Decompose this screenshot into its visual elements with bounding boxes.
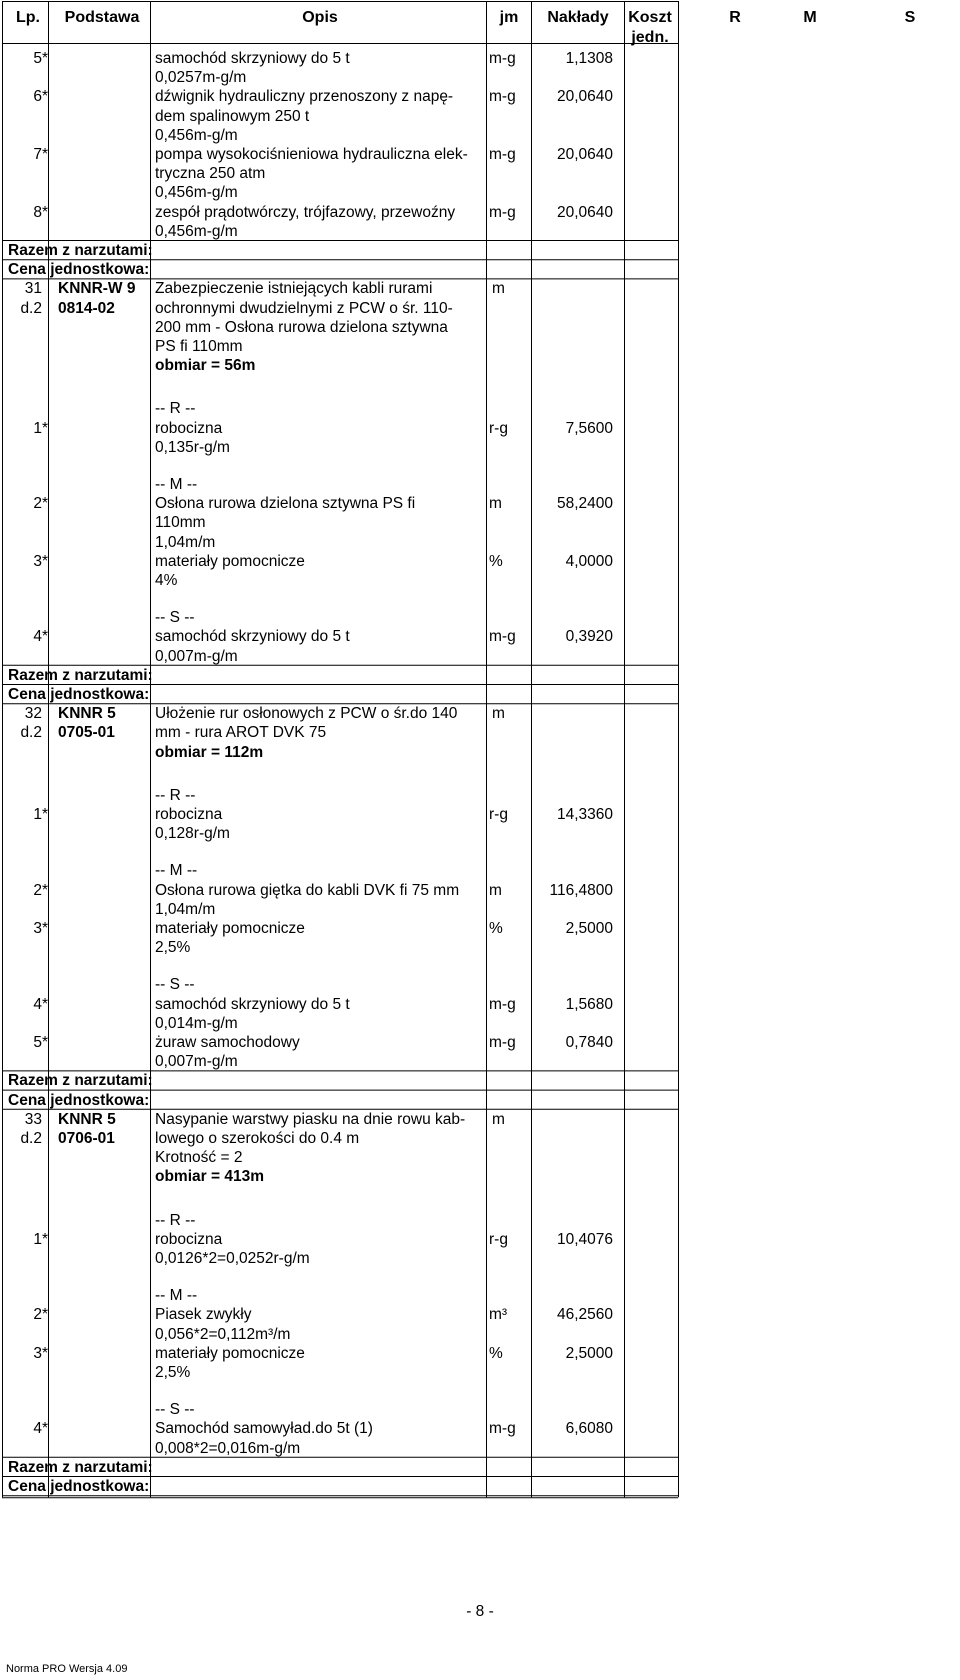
resource-lp: 3* bbox=[33, 552, 48, 570]
resource-description: Piasek zwykły bbox=[155, 1306, 252, 1324]
resource-quantity: 0,3920 bbox=[565, 628, 613, 646]
resource-description: robocizna bbox=[155, 419, 223, 437]
header-podstawa: Podstawa bbox=[64, 9, 140, 26]
resource-description: 0,128r-g/m bbox=[155, 825, 230, 843]
footer-version: Norma PRO Wersja 4.09 bbox=[6, 1663, 128, 1675]
resource-description: robocizna bbox=[155, 806, 223, 823]
resource-description: Osłona rurowa dzielona sztywna PS fi bbox=[155, 495, 416, 513]
resource-description: pompa wysokociśnieniowa hydrauliczna elek- bbox=[155, 146, 468, 163]
header-jm: jm bbox=[499, 9, 519, 26]
resource-description: robocizna bbox=[155, 1230, 223, 1248]
summary-cena: Cena jednostkowa: bbox=[8, 1478, 150, 1495]
header-opis: Opis bbox=[302, 9, 338, 26]
resource-quantity: 1,5680 bbox=[565, 995, 613, 1013]
resource-description: samochód skrzyniowy do 5 t bbox=[155, 628, 350, 646]
resource-unit: r-g bbox=[489, 1230, 508, 1248]
section-label: -- R -- bbox=[155, 400, 196, 418]
resource-description: 0,007m-g/m bbox=[155, 1053, 238, 1071]
resource-quantity: 20,0640 bbox=[556, 88, 613, 106]
resource-unit: m-g bbox=[489, 203, 516, 221]
resource-description: samochód skrzyniowy do 5 t bbox=[155, 995, 350, 1013]
resource-unit: m bbox=[489, 495, 502, 513]
position-unit: m bbox=[492, 705, 505, 723]
resource-unit: % bbox=[489, 920, 503, 937]
position-description: mm - rura AROT DVK 75 bbox=[155, 724, 327, 742]
position-unit: m bbox=[492, 280, 505, 298]
resource-lp: 4* bbox=[33, 1420, 48, 1438]
resource-description: 0,456m-g/m bbox=[155, 222, 238, 240]
position-number: 31 bbox=[24, 280, 42, 298]
resource-quantity: 2,5000 bbox=[565, 920, 613, 937]
position-base: 0814-02 bbox=[58, 299, 115, 317]
page-number: - 8 - bbox=[466, 1603, 494, 1620]
summary-razem: Razem z narzutami: bbox=[8, 1072, 153, 1090]
summary-razem: Razem z narzutami: bbox=[8, 666, 153, 684]
position-base: KNNR-W 9 bbox=[58, 280, 136, 298]
resource-lp: 8* bbox=[33, 203, 48, 221]
resource-quantity: 10,4076 bbox=[556, 1230, 613, 1248]
resource-description: 0,056*2=0,112m³/m bbox=[155, 1325, 291, 1343]
resource-unit: % bbox=[489, 1344, 503, 1362]
resource-quantity: 4,0000 bbox=[565, 552, 613, 570]
resource-description: materiały pomocnicze bbox=[155, 1344, 305, 1362]
resource-unit: m-g bbox=[489, 995, 516, 1013]
resource-description: dźwignik hydrauliczny przenoszony z napę- bbox=[155, 88, 454, 106]
resource-lp: 2* bbox=[33, 881, 48, 899]
position-d: d.2 bbox=[20, 1130, 42, 1147]
summary-cena: Cena jednostkowa: bbox=[8, 261, 150, 279]
resource-unit: m-g bbox=[489, 1420, 516, 1438]
position-d: d.2 bbox=[20, 299, 42, 317]
resource-description: 0,008*2=0,016m-g/m bbox=[155, 1439, 301, 1457]
resource-description: 1,04m/m bbox=[155, 533, 216, 551]
resource-description: 2,5% bbox=[155, 939, 191, 957]
resource-unit: m³ bbox=[489, 1306, 508, 1324]
position-description: Ułożenie rur osłonowych z PCW o śr.do 140 bbox=[155, 705, 458, 723]
resource-description: zespół prądotwórczy, trójfazowy, przewoźny bbox=[155, 203, 456, 221]
section-label: -- S -- bbox=[155, 1401, 195, 1419]
header-m: M bbox=[803, 9, 817, 26]
resource-lp: 3* bbox=[33, 920, 48, 937]
position-obmiar: obmiar = 112m bbox=[155, 743, 264, 761]
resource-lp: 6* bbox=[33, 88, 48, 106]
resource-unit: r-g bbox=[489, 419, 508, 437]
summary-cena: Cena jednostkowa: bbox=[8, 686, 150, 703]
header-naklady: Nakłady bbox=[547, 9, 609, 26]
resource-quantity: 7,5600 bbox=[565, 419, 613, 437]
resource-unit: m-g bbox=[489, 146, 516, 163]
header-s: S bbox=[904, 9, 916, 26]
resource-quantity: 20,0640 bbox=[556, 203, 613, 221]
section-label: -- R -- bbox=[155, 1211, 196, 1229]
position-unit: m bbox=[492, 1110, 505, 1128]
resource-description: materiały pomocnicze bbox=[155, 920, 305, 937]
resource-description: żuraw samochodowy bbox=[155, 1034, 300, 1051]
resource-description: Osłona rurowa giętka do kabli DVK fi 75 mm bbox=[155, 881, 460, 899]
resource-description: tryczna 250 atm bbox=[155, 165, 266, 183]
resource-lp: 5* bbox=[33, 50, 48, 67]
position-base: KNNR 5 bbox=[58, 705, 116, 723]
resource-description: 4% bbox=[155, 572, 178, 589]
position-description: Krotność = 2 bbox=[155, 1149, 243, 1167]
resource-quantity: 14,3360 bbox=[556, 806, 613, 823]
resource-description: Samochód samowyład.do 5t (1) bbox=[155, 1420, 373, 1438]
position-number: 32 bbox=[24, 705, 42, 723]
resource-lp: 3* bbox=[33, 1344, 48, 1362]
resource-description: 0,135r-g/m bbox=[155, 438, 230, 456]
summary-razem: Razem z narzutami: bbox=[8, 242, 153, 259]
resource-quantity: 0,7840 bbox=[565, 1034, 613, 1051]
position-description: lowego o szerokości do 0.4 m bbox=[155, 1130, 360, 1147]
position-description: 200 mm - Osłona rurowa dzielona sztywna bbox=[155, 318, 448, 336]
position-description: ochronnymi dwudzielnymi z PCW o śr. 110- bbox=[155, 299, 453, 317]
header-koszt: Koszt jedn. bbox=[628, 9, 672, 46]
resource-unit: r-g bbox=[489, 806, 508, 823]
position-obmiar: obmiar = 413m bbox=[155, 1168, 264, 1186]
resource-lp: 2* bbox=[33, 1306, 48, 1324]
position-description: Zabezpieczenie istniejących kabli rurami bbox=[155, 280, 433, 298]
header-r: R bbox=[729, 9, 741, 26]
resource-quantity: 46,2560 bbox=[556, 1306, 613, 1324]
section-label: -- S -- bbox=[155, 976, 195, 994]
resource-description: 0,014m-g/m bbox=[155, 1014, 238, 1032]
resource-lp: 4* bbox=[33, 995, 48, 1013]
resource-lp: 5* bbox=[33, 1034, 48, 1051]
resource-lp: 2* bbox=[33, 495, 48, 513]
resource-description: 0,456m-g/m bbox=[155, 126, 238, 144]
resource-description: 0,456m-g/m bbox=[155, 184, 238, 202]
position-base: KNNR 5 bbox=[58, 1110, 116, 1128]
resource-description: 2,5% bbox=[155, 1364, 191, 1381]
header-lp: Lp. bbox=[16, 9, 40, 26]
table-header bbox=[0, 0, 960, 45]
resource-unit: m-g bbox=[489, 1034, 516, 1051]
resource-lp: 1* bbox=[33, 419, 48, 437]
resource-unit: m-g bbox=[489, 88, 516, 106]
resource-quantity: 2,5000 bbox=[565, 1344, 613, 1362]
resource-description: 0,0126*2=0,0252r-g/m bbox=[155, 1250, 310, 1267]
resource-description: 110mm bbox=[155, 514, 206, 532]
resource-unit: m bbox=[489, 881, 502, 899]
resource-description: materiały pomocnicze bbox=[155, 552, 305, 570]
resource-quantity: 20,0640 bbox=[556, 146, 613, 163]
resource-quantity: 116,4800 bbox=[549, 881, 613, 899]
summary-cena: Cena jednostkowa: bbox=[8, 1091, 150, 1109]
resource-quantity: 58,2400 bbox=[556, 495, 613, 513]
resource-quantity: 6,6080 bbox=[565, 1420, 613, 1438]
resource-description: 0,007m-g/m bbox=[155, 647, 238, 665]
resource-lp: 1* bbox=[33, 1230, 48, 1248]
section-label: -- M -- bbox=[155, 1287, 198, 1305]
section-label: -- R -- bbox=[155, 786, 196, 804]
position-description: Nasypanie warstwy piasku na dnie rowu kab- bbox=[155, 1110, 466, 1128]
position-base: 0706-01 bbox=[58, 1130, 115, 1147]
resource-lp: 1* bbox=[33, 806, 48, 823]
position-description: PS fi 110mm bbox=[155, 338, 243, 355]
resource-lp: 7* bbox=[33, 146, 48, 163]
position-base: 0705-01 bbox=[58, 724, 115, 742]
resource-quantity: 1,1308 bbox=[565, 50, 613, 67]
resource-unit: m-g bbox=[489, 628, 516, 646]
resource-description: samochód skrzyniowy do 5 t bbox=[155, 50, 350, 67]
resource-lp: 4* bbox=[33, 628, 48, 646]
resource-description: 1,04m/m bbox=[155, 900, 216, 918]
position-obmiar: obmiar = 56m bbox=[155, 357, 256, 375]
summary-razem: Razem z narzutami: bbox=[8, 1458, 153, 1476]
section-label: -- M -- bbox=[155, 862, 198, 880]
position-d: d.2 bbox=[20, 724, 42, 742]
position-number: 33 bbox=[24, 1110, 42, 1128]
resource-unit: m-g bbox=[489, 50, 516, 67]
resource-description: dem spalinowym 250 t bbox=[155, 107, 310, 125]
section-label: -- S -- bbox=[155, 609, 195, 627]
section-label: -- M -- bbox=[155, 476, 198, 493]
resource-description: 0,0257m-g/m bbox=[155, 69, 247, 87]
resource-unit: % bbox=[489, 552, 503, 570]
